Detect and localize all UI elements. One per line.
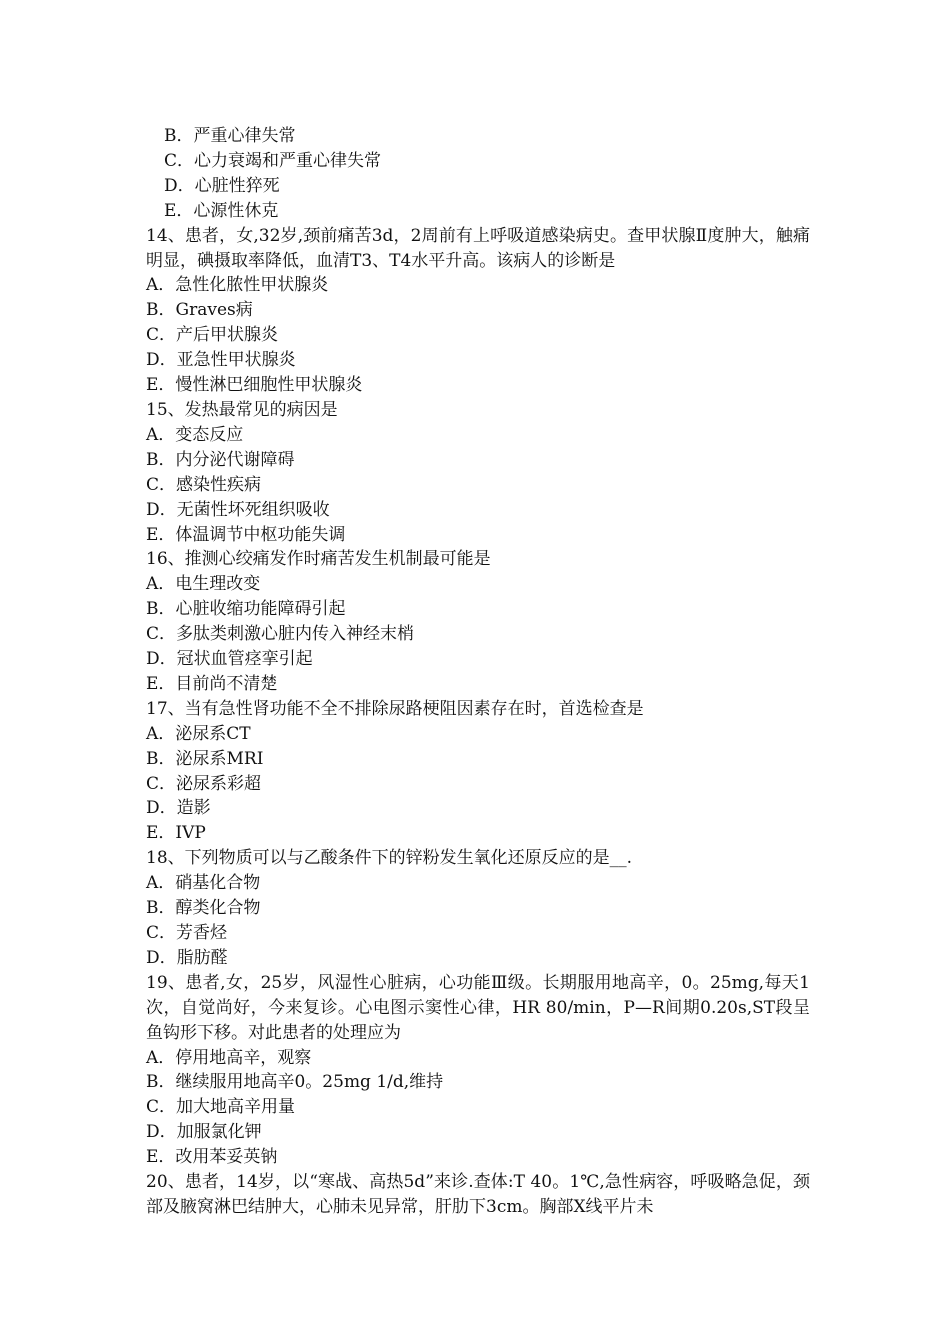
question-18-option-a: A．硝基化合物 (146, 873, 261, 894)
question-15-stem: 15、发热最常见的病因是 (146, 399, 338, 420)
question-14-option-a: A．急性化脓性甲状腺炎 (146, 275, 329, 296)
question-16-option-a: A．电生理改变 (146, 574, 261, 595)
option-e-carryover: E．心源性休克 (164, 200, 279, 221)
question-14-option-b: B．Graves病 (146, 300, 253, 321)
question-16-stem: 16、推测心绞痛发作时痛苦发生机制最可能是 (146, 549, 491, 570)
question-17-option-a: A．泌尿系CT (146, 723, 251, 744)
question-19-option-c: C．加大地高辛用量 (146, 1097, 296, 1118)
question-18-option-d: D．脂肪醛 (146, 947, 228, 968)
question-14-option-d: D．亚急性甲状腺炎 (146, 350, 296, 371)
question-16-option-c: C．多肽类刺激心脏内传入神经末梢 (146, 624, 415, 645)
question-14-option-e: E．慢性淋巴细胞性甲状腺炎 (146, 375, 363, 396)
option-d-carryover: D．心脏性猝死 (164, 175, 280, 196)
question-19-option-a: A．停用地高辛，观察 (146, 1047, 312, 1068)
question-20-stem: 20、患者，14岁，以“寒战、高热5d”来诊.查体:T 40。1℃,急性病容，呼吸略急促，颈部及腋窝淋巴结肿大，心肺未见异常，肝肋下3cm。胸部X线平片未 (146, 1172, 810, 1217)
question-17-option-b: B．泌尿系MRI (146, 748, 264, 769)
question-17-option-e: E．IVP (146, 823, 206, 844)
question-18-stem: 18、下列物质可以与乙酸条件下的锌粉发生氧化还原反应的是__. (146, 848, 633, 869)
question-17-stem: 17、当有急性肾功能不全不排除尿路梗阻因素存在时，首选检查是 (146, 698, 644, 719)
question-16-option-e: E．目前尚不清楚 (146, 673, 278, 694)
question-14-option-c: C．产后甲状腺炎 (146, 325, 279, 346)
question-15-option-a: A．变态反应 (146, 424, 244, 445)
document-body (146, 124, 810, 1220)
question-19-option-d: D．加服氯化钾 (146, 1122, 262, 1143)
question-15-option-d: D．无菌性坏死组织吸收 (146, 499, 330, 520)
question-17-option-d: D．造影 (146, 798, 211, 819)
question-18-option-c: C．芳香烃 (146, 923, 228, 943)
question-18-option-b: B．醇类化合物 (146, 898, 261, 919)
question-15-option-c: C．感染性疾病 (146, 474, 262, 495)
question-17-option-c: C．泌尿系彩超 (146, 773, 262, 794)
question-19-stem: 19、患者,女，25岁，风湿性心脏病，心功能Ⅲ级。长期服用地高辛，0。25mg,每天1次，自觉尚好，今来复诊。心电图示窦性心律，HR 80/min，P—R间期0.20s,ST段呈鱼钩形下移。对此患者的处理应为 (146, 972, 810, 1043)
question-16-option-b: B．心脏收缩功能障碍引起 (146, 599, 346, 620)
question-19-option-b: B．继续服用地高辛0。25mg 1/d,维持 (146, 1072, 444, 1093)
question-15-option-e: E．体温调节中枢功能失调 (146, 524, 346, 545)
option-b-carryover: B．严重心律失常 (164, 126, 296, 146)
option-c-carryover: C．心力衰竭和严重心律失常 (164, 150, 382, 171)
question-14-stem: 14、患者，女,32岁,颈前痛苦3d，2周前有上呼吸道感染病史。查甲状腺Ⅱ度肿大，触痛明显，碘摄取率降低，血清T3、T4水平升高。该病人的诊断是 (146, 225, 810, 271)
question-16-option-d: D．冠状血管痉挛引起 (146, 649, 313, 670)
question-15-option-b: B．内分泌代谢障碍 (146, 449, 295, 470)
question-19-option-e: E．改用苯妥英钠 (146, 1147, 278, 1168)
